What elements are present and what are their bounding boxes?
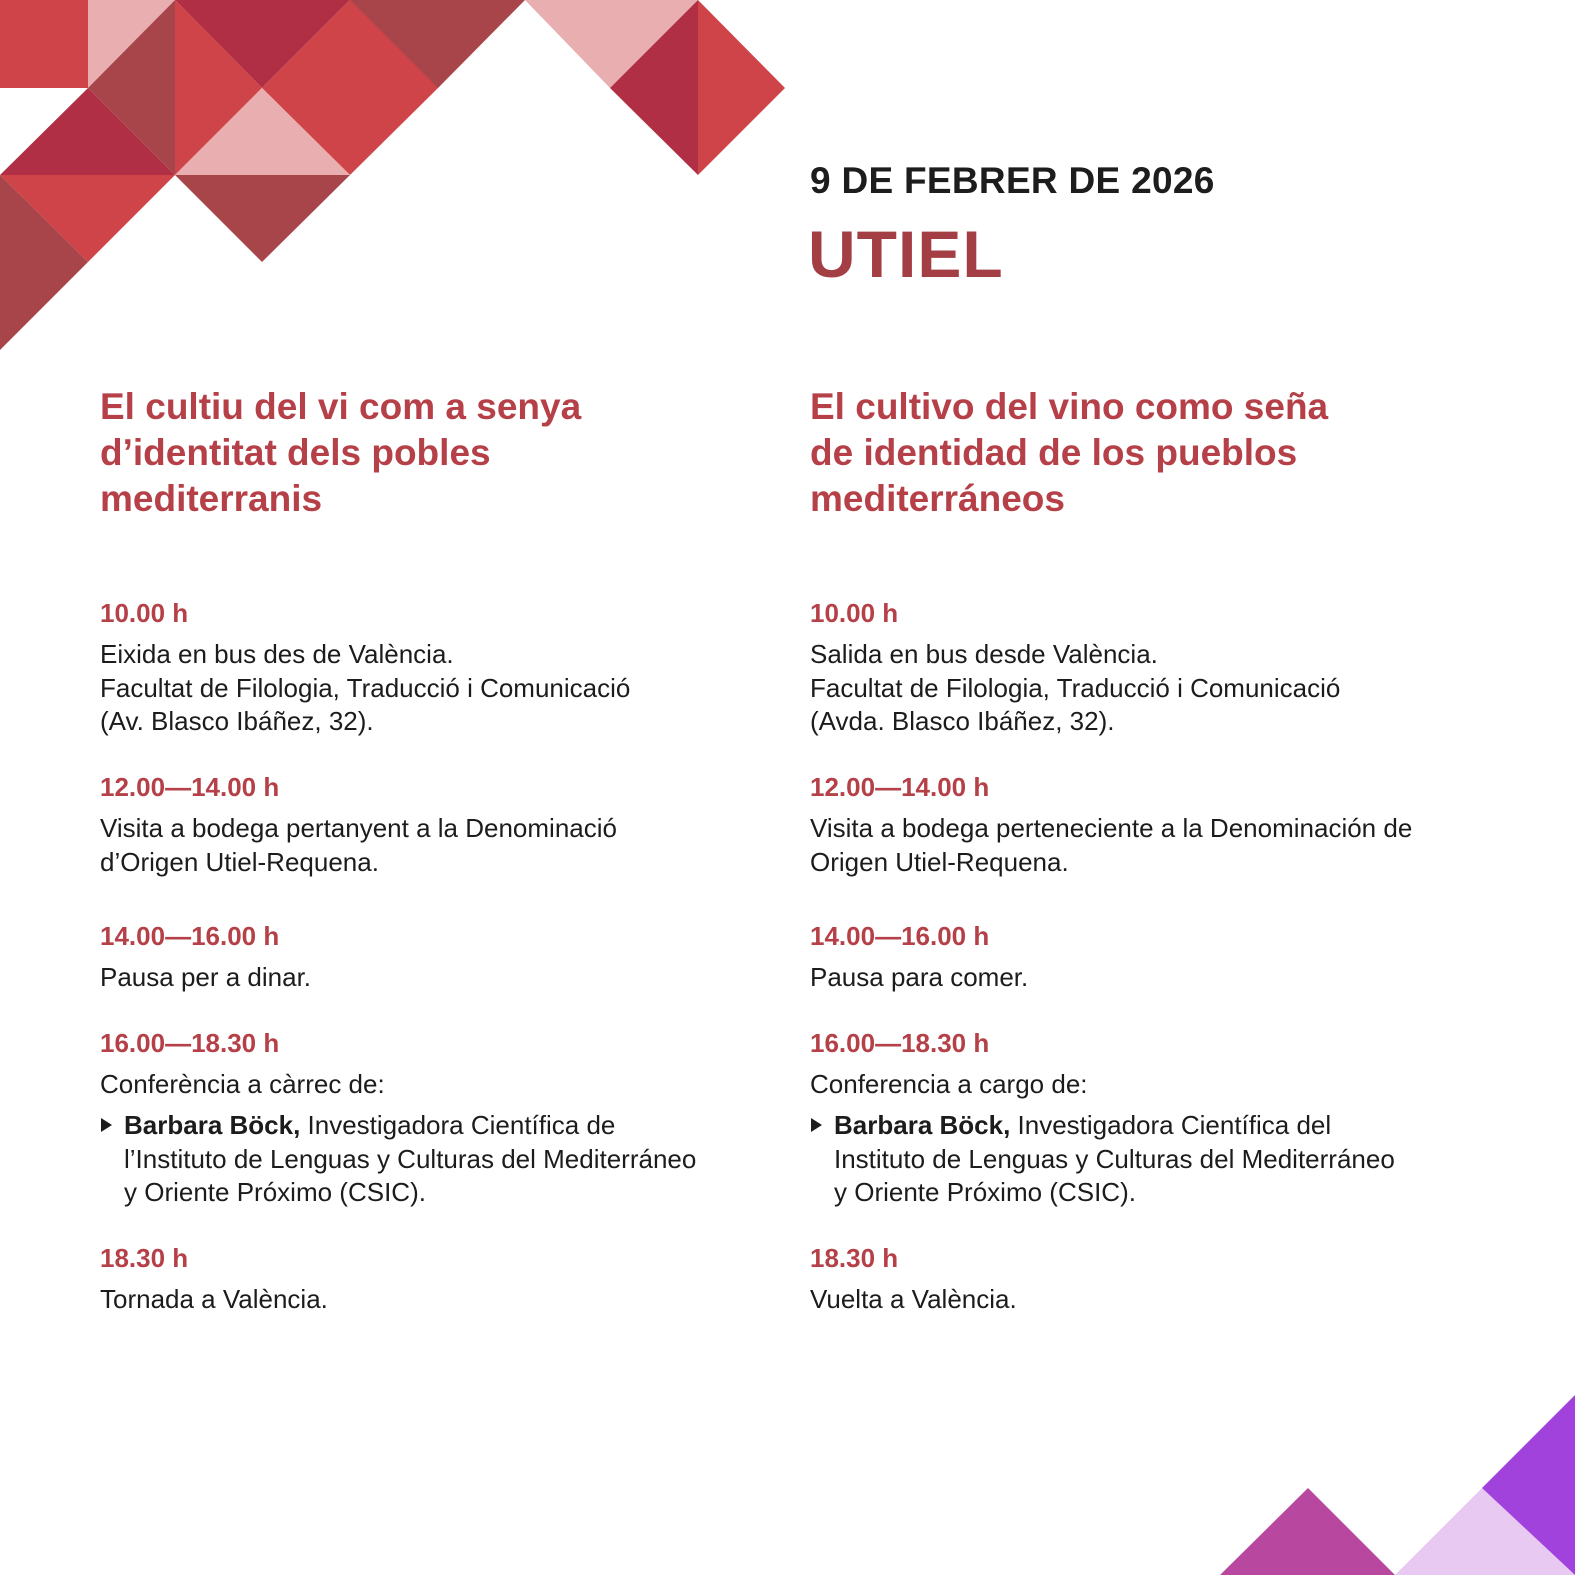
description-line: Salida en bus desde València.: [810, 639, 1158, 669]
schedule-time: 10.00 h: [810, 598, 899, 628]
description-line: d’Origen Utiel-Requena.: [100, 846, 379, 877]
speaker-affiliation: Investigadora Científica de: [300, 1110, 616, 1140]
speaker-entry: [100, 1109, 696, 1210]
program-title-line: mediterranis: [100, 478, 323, 519]
schedule-time: 14.00—16.00 h: [100, 921, 280, 951]
description-line: Pausa para comer.: [810, 962, 1029, 992]
program-title-line: El cultivo del vino como seña: [810, 386, 1329, 427]
schedule-time: 12.00—14.00 h: [100, 772, 280, 802]
speaker-affiliation: Investigadora Científica del: [1010, 1110, 1332, 1140]
description-line: Visita a bodega perteneciente a la Denominación de: [810, 813, 1413, 843]
speaker-name: Barbara Böck,: [834, 1110, 1011, 1140]
column-valencian: [100, 384, 770, 1314]
schedule-description: [100, 638, 630, 739]
program-title-valencian: [100, 384, 770, 584]
schedule-description: [810, 1283, 1017, 1317]
description-line: Facultat de Filologia, Traducció i Comunicació: [810, 672, 1341, 703]
schedule-time: 14.00—16.00 h: [810, 921, 990, 951]
speaker-affiliation: l’Instituto de Lenguas y Culturas del Mediterráneo: [124, 1143, 697, 1174]
description-line: Visita a bodega pertanyent a la Denominació: [100, 813, 617, 843]
schedule-time: 18.30 h: [100, 1243, 189, 1273]
schedule-time: 16.00—18.30 h: [100, 1028, 280, 1058]
description-line: Origen Utiel-Requena.: [810, 846, 1069, 877]
event-date: 9 DE FEBRER DE 2026: [810, 160, 1215, 201]
speaker-affiliation: y Oriente Próximo (CSIC).: [124, 1177, 426, 1207]
description-line: Tornada a València.: [100, 1284, 328, 1314]
schedule-time: 18.30 h: [810, 1243, 899, 1273]
speaker-affiliation: Instituto de Lenguas y Culturas del Mediterráneo: [834, 1143, 1395, 1174]
schedule-description: [100, 812, 617, 879]
program-title-line: El cultiu del vi com a senya: [100, 386, 582, 427]
schedule-time: 10.00 h: [100, 598, 189, 628]
event-city: UTIEL: [808, 217, 1004, 291]
bullet-triangle-icon: [811, 1118, 822, 1132]
program-title-spanish: [810, 384, 1500, 584]
schedule-description: [100, 1068, 385, 1102]
speaker-entry: [810, 1109, 1395, 1210]
description-line: Conferencia a cargo de:: [810, 1069, 1088, 1099]
speaker-name: Barbara Böck,: [124, 1110, 301, 1140]
schedule-description: [810, 961, 1028, 995]
bullet-triangle-icon: [101, 1118, 112, 1132]
schedule-description: [100, 1283, 328, 1317]
decorative-triangle-pattern-top: [0, 0, 800, 360]
speaker-affiliation: y Oriente Próximo (CSIC).: [834, 1177, 1136, 1207]
description-line: Pausa per a dinar.: [100, 962, 312, 992]
schedule-description: [100, 961, 311, 995]
schedule-time: 16.00—18.30 h: [810, 1028, 990, 1058]
description-line: Facultat de Filologia, Traducció i Comunicació: [100, 672, 631, 703]
schedule-time: 12.00—14.00 h: [810, 772, 990, 802]
schedule-description: [810, 812, 1412, 879]
description-line: (Av. Blasco Ibáñez, 32).: [100, 706, 374, 736]
description-line: (Avda. Blasco Ibáñez, 32).: [810, 706, 1115, 736]
description-line: Eixida en bus des de València.: [100, 639, 454, 669]
schedule-description: [810, 638, 1340, 739]
program-title-line: d’identitat dels pobles: [100, 432, 491, 473]
description-line: Vuelta a València.: [810, 1284, 1017, 1314]
description-line: Conferència a càrrec de:: [100, 1069, 385, 1099]
column-spanish: [810, 384, 1500, 1314]
program-title-line: mediterráneos: [810, 478, 1065, 519]
schedule-description: [810, 1068, 1088, 1102]
program-title-line: de identidad de los pueblos: [810, 432, 1298, 473]
